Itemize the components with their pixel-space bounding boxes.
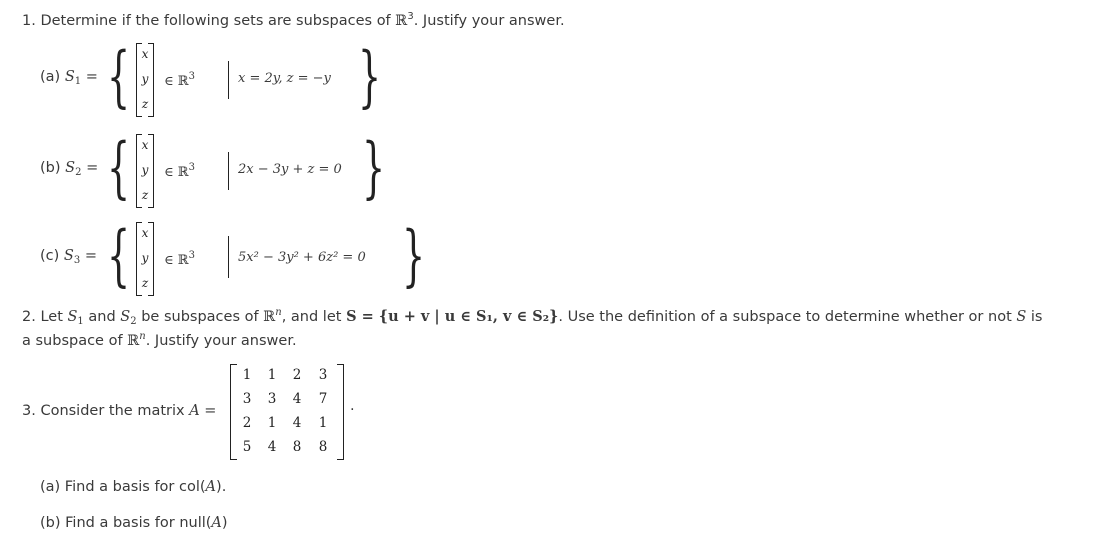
q1-heading: 1. Determine if the following sets are subspaces of ℝ$^3$. Justify your answer.: [22, 11, 565, 29]
column-vector: x y z: [136, 134, 154, 208]
such-that-bar: [228, 236, 229, 278]
q3-part-b: (b) Find a basis for null(A): [40, 515, 228, 531]
part-label: (a): [40, 69, 61, 85]
left-brace: {: [107, 217, 131, 294]
part-label: (b): [40, 160, 61, 176]
membership: ∈ ℝ$^3$: [164, 250, 195, 268]
q3-part-a: (a) Find a basis for col(A).: [40, 479, 227, 495]
matrix-a: 1 1 2 3 3 3 4 7 2 1 4 1 5 4 8 8: [230, 364, 344, 460]
condition: x = 2y, z = −y: [238, 71, 331, 86]
condition: 5x² − 3y² + 6z² = 0: [238, 250, 366, 265]
q2-line-1: 2. Let $S_1$ and $S_2$ be subspaces of ℝ$^n$, and let S = {u + v | u ∈ S₁, v ∈ S₂}. Use the definition of a subspace to determine whether or not S is: [22, 307, 1043, 327]
reals-symbol: ℝ: [395, 13, 408, 29]
right-brace: }: [358, 38, 382, 115]
such-that-bar: [228, 152, 229, 190]
q2-line-2: a subspace of ℝ$^n$. Justify your answer.: [22, 331, 297, 349]
q3-intro: 3. Consider the matrix A =: [22, 403, 217, 419]
right-brace: }: [362, 129, 386, 206]
column-vector: x y z: [136, 43, 154, 117]
membership: ∈ ℝ$^3$: [164, 71, 195, 89]
set-definition: S = {u + v | u ∈ S₁, v ∈ S₂}: [346, 308, 559, 325]
left-brace: {: [107, 129, 131, 206]
left-brace: {: [107, 38, 131, 115]
q3-period: .: [350, 398, 355, 414]
column-vector: x y z: [136, 222, 154, 296]
right-brace: }: [402, 217, 426, 294]
condition: 2x − 3y + z = 0: [238, 162, 342, 177]
membership: ∈ ℝ$^3$: [164, 162, 195, 180]
such-that-bar: [228, 61, 229, 99]
part-label: (c): [40, 248, 60, 264]
